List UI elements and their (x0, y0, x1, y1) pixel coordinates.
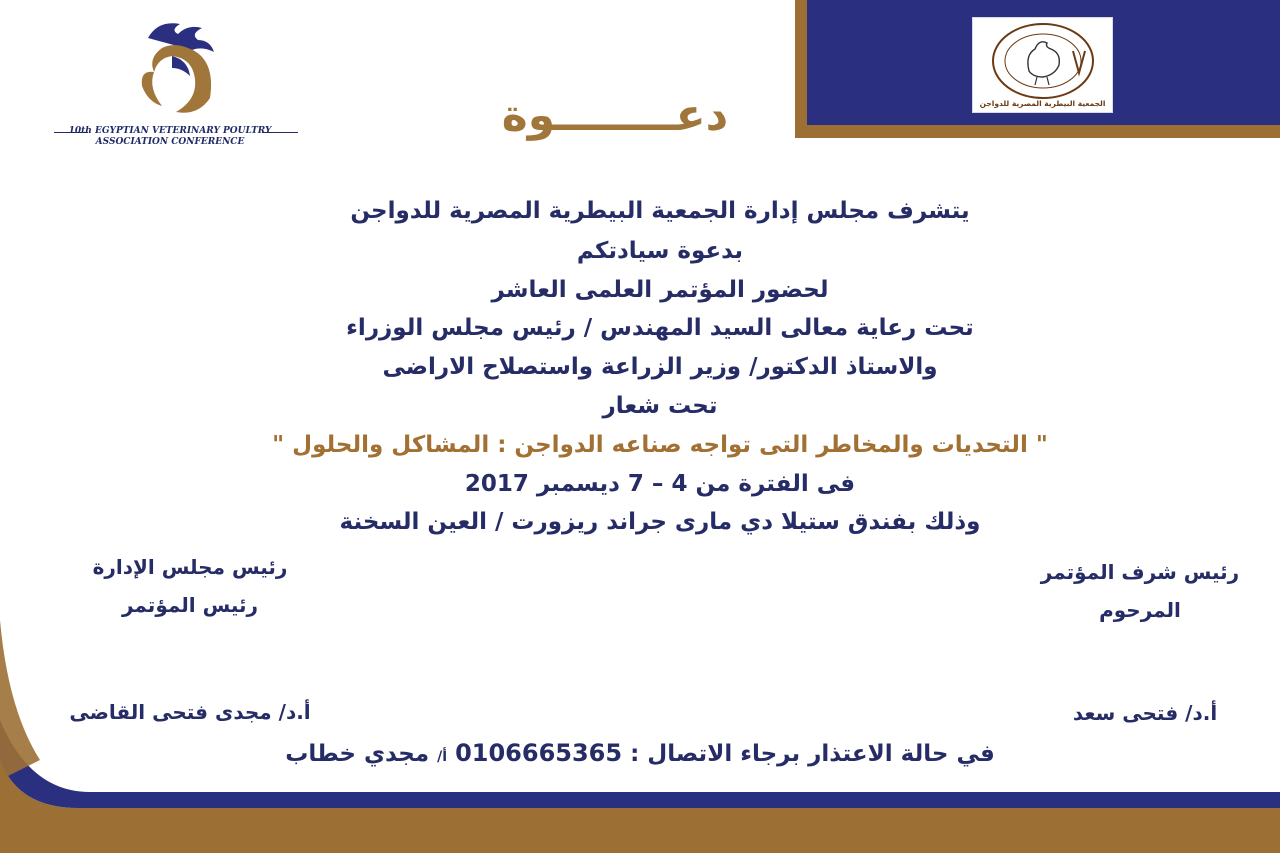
conference-logo (40, 18, 300, 158)
left-signature-name: أ.د/ مجدى فتحى القاضى (69, 700, 311, 724)
invitation-title: دعــــــــوة (501, 90, 729, 141)
left-signature-title1: رئيس مجلس الإدارة (92, 555, 288, 579)
conference-dates: فى الفترة من 4 – 7 ديسمبر 2017 (464, 471, 856, 497)
right-signature-title2: المرحوم (1099, 598, 1181, 622)
right-signature-title1: رئيس شرف المؤتمر (1040, 560, 1240, 584)
invitation-line-4: تحت رعاية معالى السيد المهندس / رئيس مجلس الوزراء (346, 315, 974, 341)
right-signature-name: أ.د/ فتحى سعد (1072, 701, 1218, 725)
conference-name-line1: 10th EGYPTIAN VETERINARY POULTRY (68, 126, 272, 136)
badge-caption: الجمعية البيطرية المصرية للدواجن (979, 99, 1106, 108)
invitation-line-6: تحت شعار (602, 393, 718, 419)
association-badge (972, 17, 1113, 113)
invitation-line-5: والاستاذ الدكتور/ وزير الزراعة واستصلاح الاراضى (382, 354, 938, 380)
contact-phone[interactable]: 0106665365 (455, 739, 623, 767)
left-signature-title2: رئيس المؤتمر (121, 593, 259, 617)
contact-name: مجدي خطاب (285, 741, 430, 767)
contact-title: أ/ (437, 749, 448, 765)
contact-line (280, 739, 1000, 767)
conference-slogan: " التحديات والمخاطر التى تواجه صناعه الدواجن : المشاكل والحلول " (272, 432, 1048, 458)
conference-venue: وذلك بفندق ستيلا دي مارى جراند ريزورت / العين السخنة (339, 509, 981, 535)
contact-prefix: في حالة الاعتذار برجاء الاتصال : (630, 741, 995, 767)
conference-name-line2: ASSOCIATION CONFERENCE (95, 137, 245, 147)
poultry-association-seal-icon (989, 21, 1097, 101)
invitation-line-2: بدعوة سيادتكم (576, 238, 744, 264)
rooster-head-icon (118, 18, 228, 120)
invitation-line-3: لحضور المؤتمر العلمى العاشر (491, 277, 829, 303)
gold-left-edge (0, 620, 40, 780)
invitation-line-1: يتشرف مجلس إدارة الجمعية البيطرية المصرية للدواجن (350, 198, 970, 224)
